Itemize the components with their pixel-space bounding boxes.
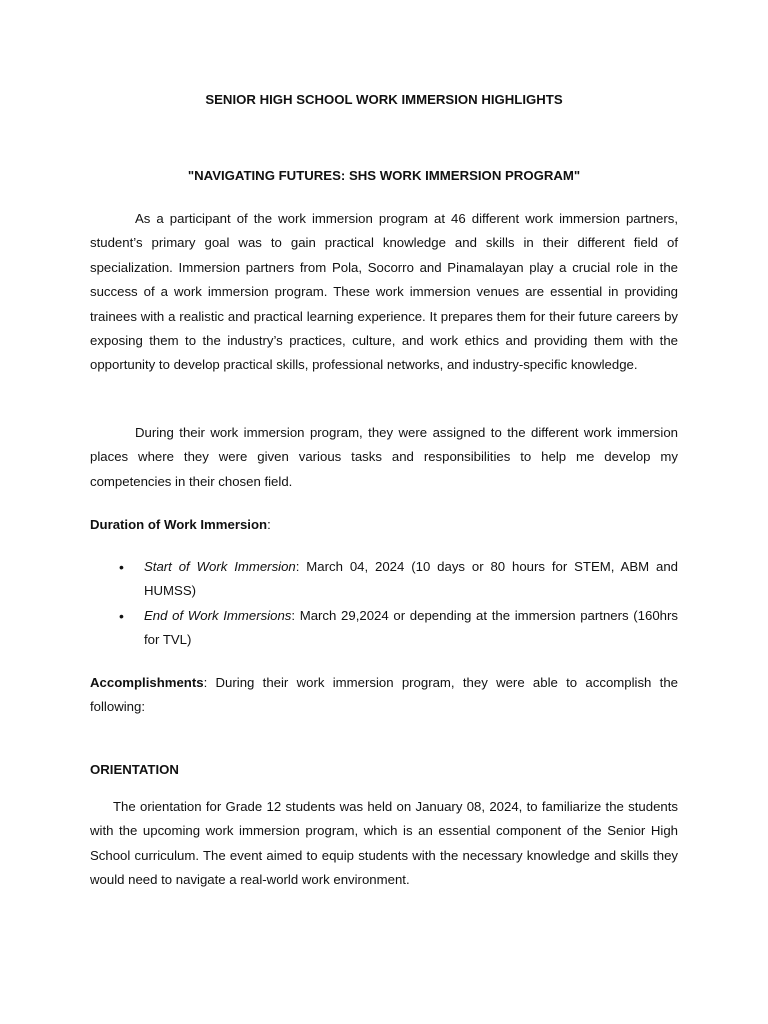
duration-label: Duration of Work Immersion bbox=[90, 517, 268, 532]
list-item-end bbox=[90, 604, 678, 653]
start-label: Start of Work Immersion bbox=[144, 559, 296, 574]
duration-suffix: : bbox=[267, 517, 271, 532]
assignment-paragraph: During their work immersion program, they were assigned to the different work immersion places where they were given various tasks and responsibilities to help me develop my competencies in their chosen field. bbox=[90, 425, 678, 489]
accomplishments-label: Accomplishments bbox=[90, 675, 204, 690]
document-page bbox=[90, 0, 678, 1024]
bullet-icon: • bbox=[119, 607, 124, 624]
program-title: "NAVIGATING FUTURES: SHS WORK IMMERSION PROGRAM" bbox=[187, 168, 581, 183]
intro-paragraph: As a participant of the work immersion program at 46 different work immersion partners, student’s primary goal was to gain practical knowledge and skills in their different field of specialization. Immersion partners from Pola, Socorro and Pinamalayan play a crucial role in the success of a work immersion program. These work immersion venues are essential in providing trainees with a realistic and practical learning experience. It prepares them for their future careers by exposing them to the industry’s practices, culture, and work ethics and providing them with the opportunity to develop practical skills, professional networks, and industry-specific knowledge. bbox=[90, 211, 678, 373]
bullet-icon: • bbox=[119, 559, 124, 575]
duration-list bbox=[90, 555, 678, 653]
duration-heading bbox=[90, 513, 678, 537]
accomplishments-text: : During their work immersion program, they were able to accomplish the following: bbox=[90, 675, 678, 715]
start-text: : March 04, 2024 (10 days or 80 hours for STEM, ABM and HUMSS) bbox=[144, 559, 678, 599]
list-item-start bbox=[90, 555, 678, 604]
orientation-paragraph: The orientation for Grade 12 students was held on January 08, 2024, to familiarize the students with the upcoming work immersion program, which is an essential component of the Senior High School curriculum. The event aimed to equip students with the necessary knowledge and skills they would need to navigate a real-world work environment. bbox=[90, 799, 678, 888]
end-text: : March 29,2024 or depending at the immersion partners (160hrs for TVL) bbox=[144, 607, 678, 648]
accomplishments-paragraph bbox=[90, 671, 678, 720]
orientation-heading: ORIENTATION bbox=[90, 762, 179, 777]
end-label: End of Work Immersions bbox=[144, 607, 292, 623]
document-title: SENIOR HIGH SCHOOL WORK IMMERSION HIGHLIGHTS bbox=[205, 92, 563, 107]
